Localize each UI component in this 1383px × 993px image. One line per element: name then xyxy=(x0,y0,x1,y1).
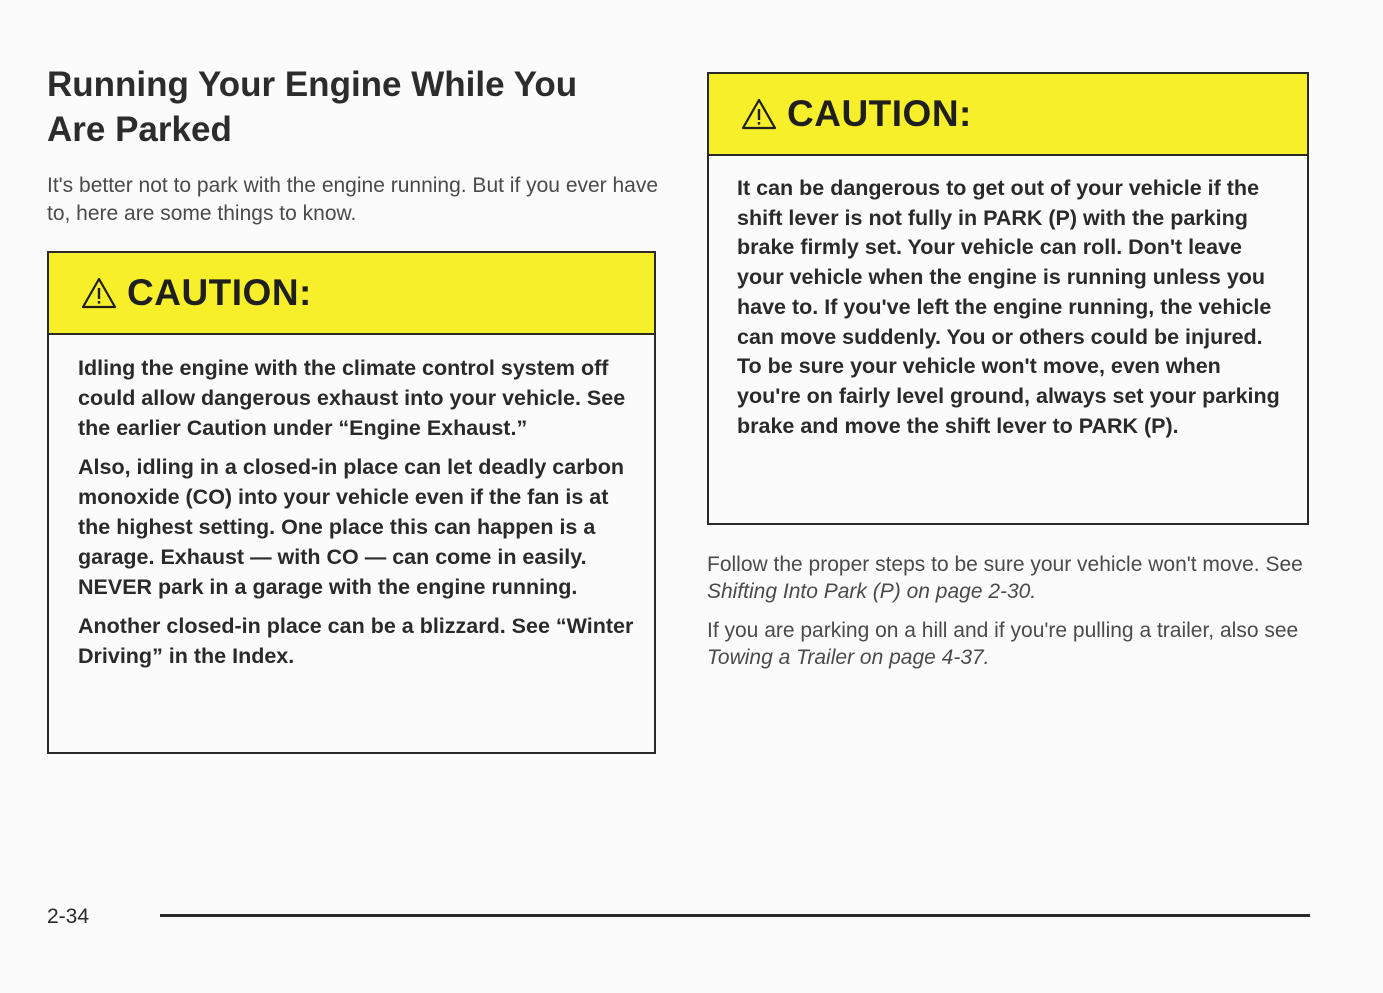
follow-paragraph xyxy=(707,551,1317,605)
page-reference-link[interactable]: Towing a Trailer on page 4-37. xyxy=(707,646,990,669)
caution-box-shift-lever xyxy=(707,72,1309,525)
page-reference-link[interactable]: Shifting Into Park (P) on page 2-30. xyxy=(707,580,1037,603)
follow-paragraph xyxy=(707,617,1317,671)
caution-paragraph: It can be dangerous to get out of your vehicle if the shift lever is not fully in PARK (P) with the parking brake firmly set. Your vehicle can roll. Don't leave your vehicle when the engine is running unless you have to. If you've left the engine running, the vehicle can move suddenly. You or others could be injured. To be sure your vehicle won't move, even when you're on fairly level ground, always set your parking brake and move the shift lever to PARK (P). xyxy=(737,176,1280,438)
caution-body xyxy=(49,335,654,671)
caution-header xyxy=(49,253,654,335)
page-number: 2-34 xyxy=(47,905,90,928)
warning-triangle-icon xyxy=(81,277,117,309)
caution-paragraph: Another closed-in place can be a blizzard. See “Winter Driving” in the Index. xyxy=(78,614,634,668)
caution-header xyxy=(709,74,1307,156)
caution-label: CAUTION: xyxy=(127,272,312,313)
caution-box-idling xyxy=(47,251,656,754)
intro-paragraph: It's better not to park with the engine running. But if you ever have to, here are some things to know. xyxy=(47,174,659,225)
caution-body xyxy=(709,156,1307,441)
caution-paragraph: Idling the engine with the climate control system off could allow dangerous exhaust into your vehicle. See the earlier Caution under “Engine Exhaust.” xyxy=(78,356,626,440)
page-title: Running Your Engine While You Are Parked xyxy=(47,65,578,149)
caution-paragraph: Also, idling in a closed-in place can let deadly carbon monoxide (CO) into your vehicle even if the fan is at the highest setting. One place this can happen is a garage. Exhaust — with CO — can come in easily. NEVER park in a garage with the engine running. xyxy=(78,455,624,599)
follow-text: If you are parking on a hill and if you're pulling a trailer, also see xyxy=(707,619,1299,642)
footer-rule xyxy=(160,914,1310,917)
follow-text: Follow the proper steps to be sure your vehicle won't move. See xyxy=(707,553,1303,576)
caution-label: CAUTION: xyxy=(787,93,972,134)
warning-triangle-icon xyxy=(741,98,777,130)
